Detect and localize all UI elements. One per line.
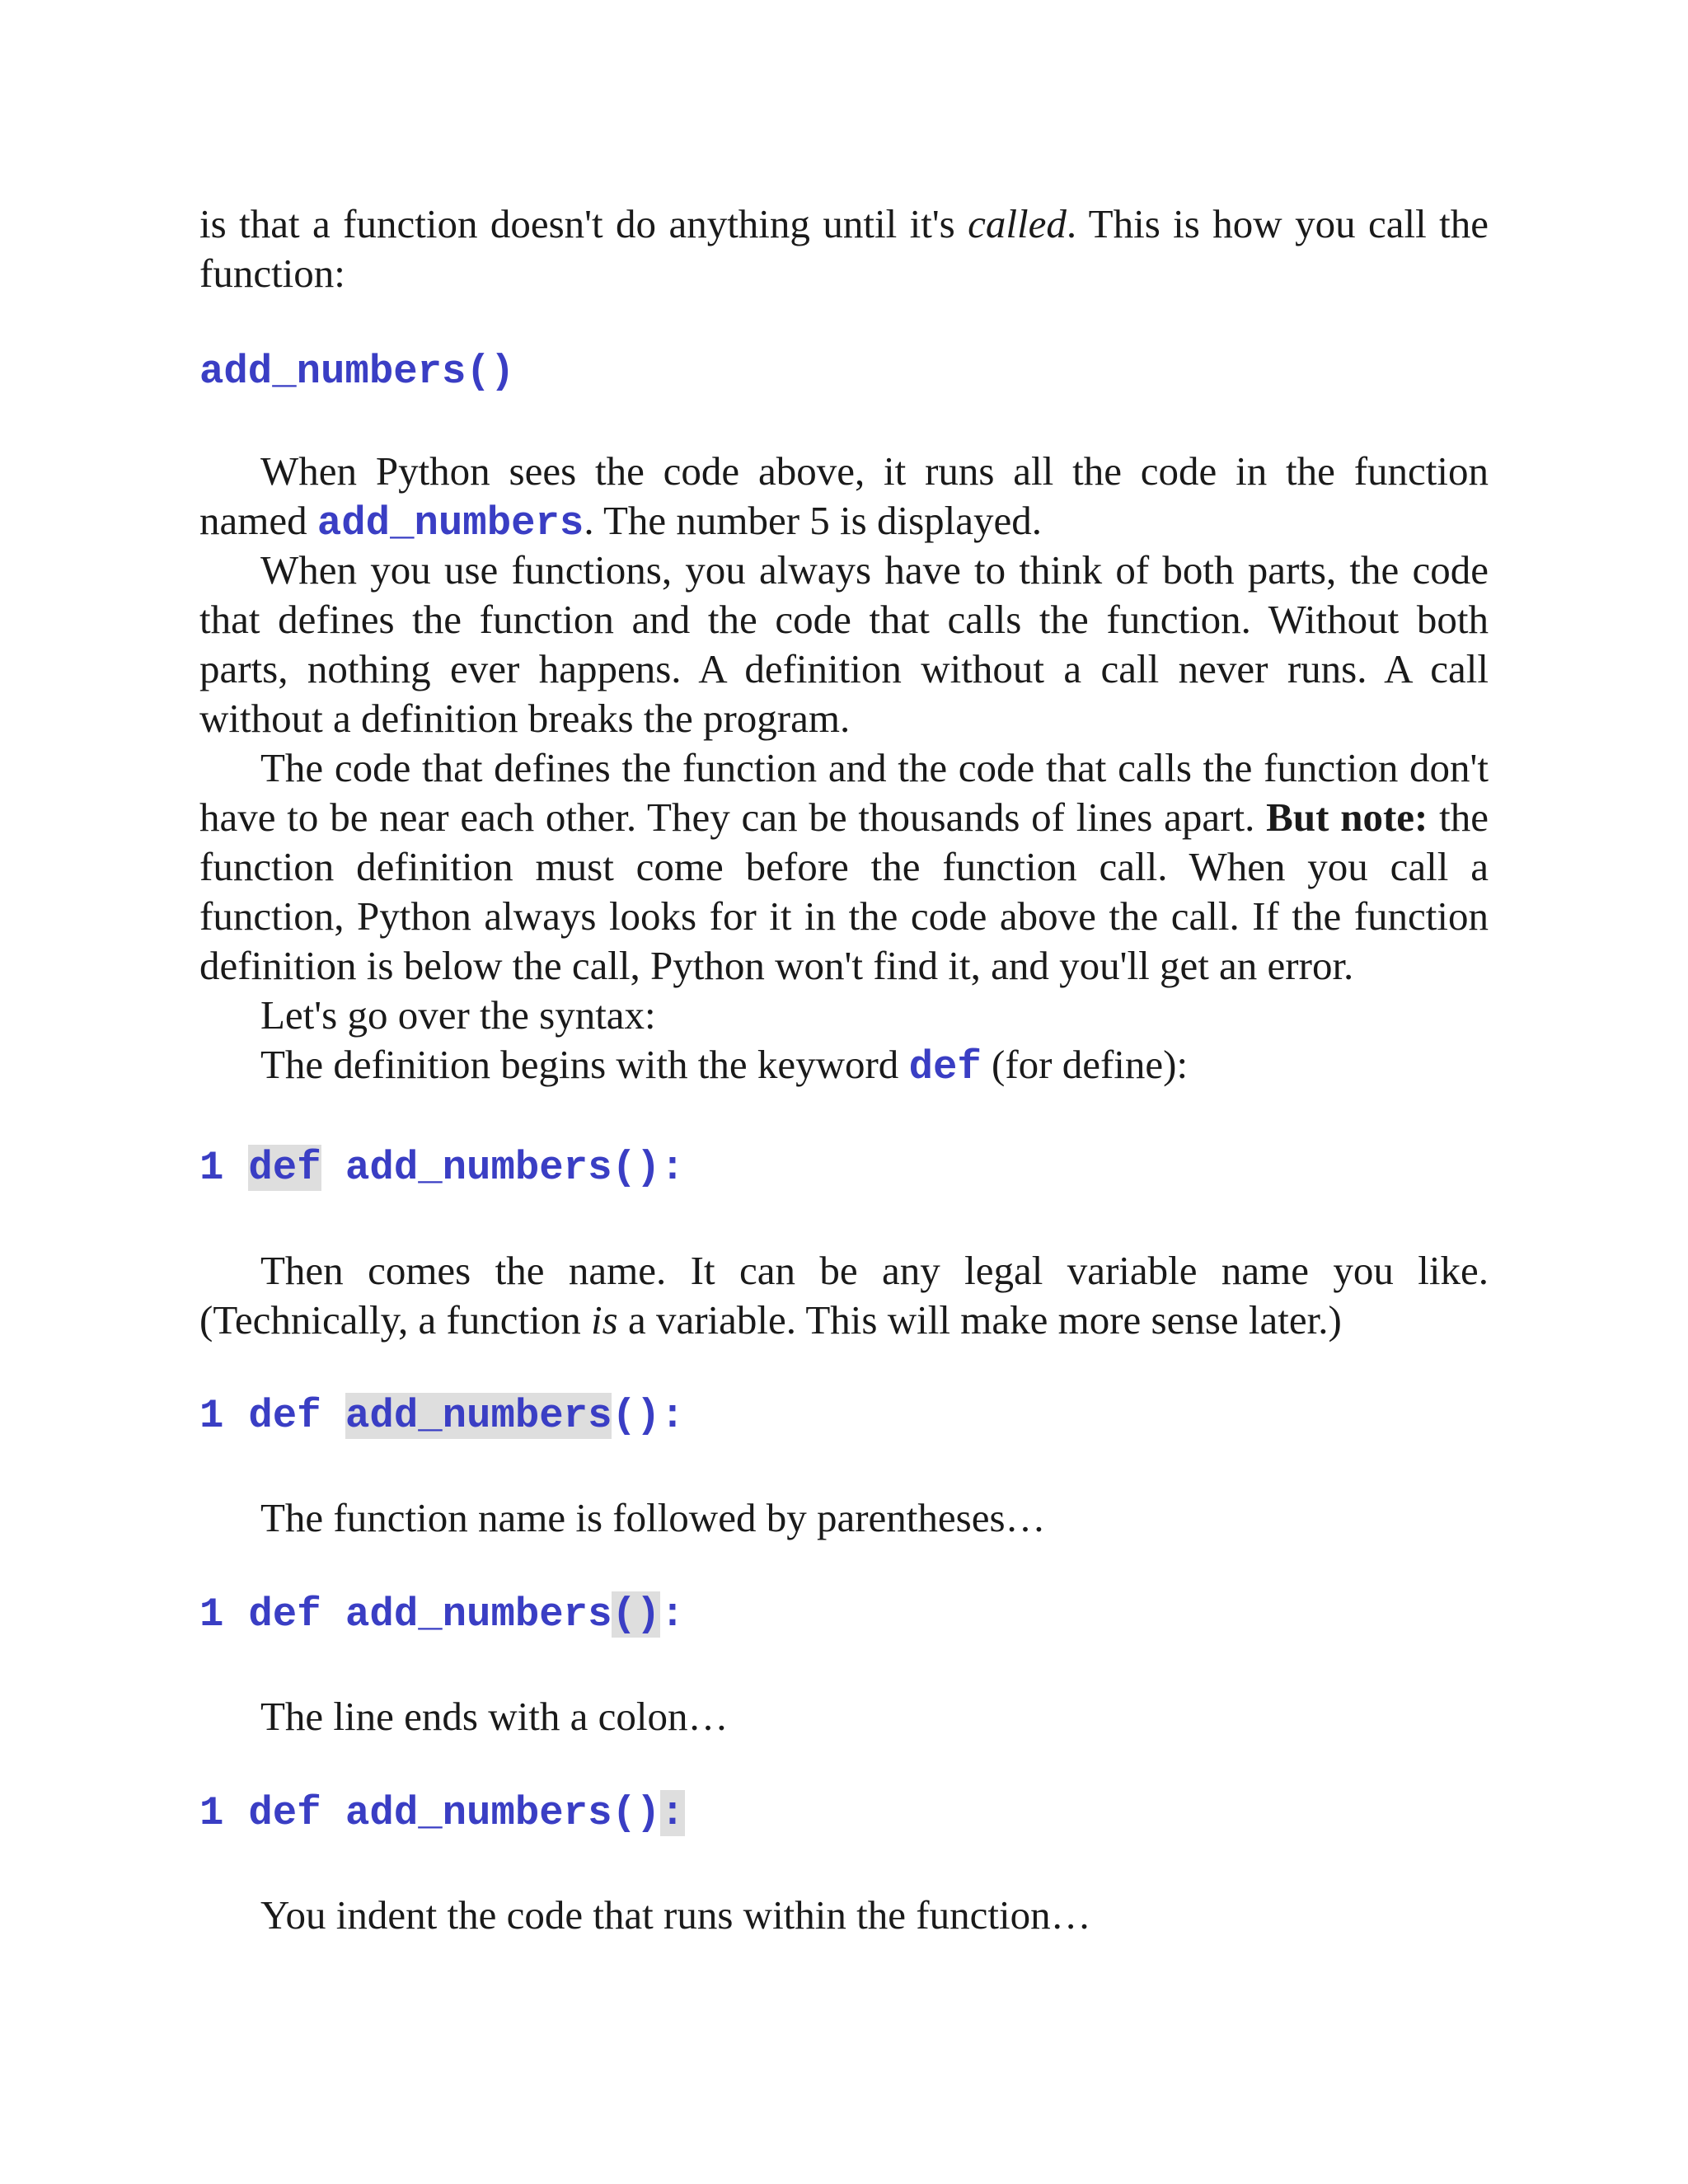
code-parens: () [612, 1393, 661, 1439]
text-span: . The number 5 is displayed. [584, 498, 1043, 543]
code-keyword: def [248, 1591, 321, 1638]
code-call [199, 346, 514, 397]
text-span: a variable. This will make more sense later.) [617, 1297, 1342, 1343]
line-number: 1 [199, 1393, 224, 1439]
code-parens: () [612, 1790, 661, 1836]
paragraph-indent: You indent the code that runs within the function… [260, 1892, 1091, 1938]
code-parens: () [612, 1145, 661, 1191]
code-keyword: def [248, 1393, 321, 1439]
code-colon: : [660, 1145, 685, 1191]
text-span: is that a function doesn't do anything until it's [199, 201, 968, 246]
code-function-name: add_numbers [345, 1393, 612, 1439]
code-line-name-highlight [199, 1390, 685, 1441]
paragraph-when-python [199, 447, 1489, 548]
code-function-name: add_numbers [345, 1145, 612, 1191]
code-parens: () [612, 1591, 661, 1638]
code-colon: : [660, 1393, 685, 1439]
paragraph-both-parts: When you use functions, you always have to think of both parts, the code that defines the function and the code that calls the function. Without both parts, nothing ever happens. A definition without a call never runs. A call without a definition breaks the program. [199, 547, 1489, 741]
code-colon: : [660, 1591, 685, 1638]
paragraph-name [199, 1246, 1489, 1345]
code-function-name: add_numbers [345, 1591, 612, 1638]
emphasis-called: called [968, 201, 1067, 246]
text-span: When Python sees the code above, it runs all the code in the function named [199, 448, 1489, 543]
code-keyword: def [248, 1790, 321, 1836]
inline-code: def [908, 1044, 982, 1090]
emphasis-is: is [591, 1297, 618, 1343]
code-function-name: add_numbers [345, 1790, 612, 1836]
paragraph-syntax: Let's go over the syntax: [260, 992, 656, 1038]
line-number: 1 [199, 1591, 224, 1638]
paragraph-colon: The line ends with a colon… [260, 1694, 729, 1739]
code-colon: : [660, 1790, 685, 1836]
text-span: The definition begins with the keyword [260, 1042, 909, 1087]
paragraph-def [199, 1040, 1489, 1092]
line-number: 1 [199, 1145, 224, 1191]
code-text: add_numbers() [199, 349, 515, 395]
bold-note: But note: [1266, 794, 1428, 840]
paragraph-intro [199, 199, 1489, 298]
text-span: The code that defines the function and the code that calls the function don't have to be near each other. They can be thousands of lines apart. [199, 745, 1489, 840]
code-line-colon-highlight [199, 1788, 685, 1839]
code-line-parens-highlight [199, 1589, 685, 1640]
line-number: 1 [199, 1790, 224, 1836]
inline-code: add_numbers [316, 500, 584, 546]
code-line-def-highlight [199, 1142, 685, 1193]
text-span: . This is how you call the function: [199, 201, 1489, 296]
paragraph-near [199, 743, 1489, 991]
text-span: Then comes the name. It can be any legal variable name you like. (Technically, a function [199, 1248, 1489, 1343]
text-span: (for define): [981, 1042, 1189, 1087]
text-span: the function definition must come before the function call. When you call a function, Python always looks for it in the code above the call. If the function definition is below the call, Python won't find it, and you'll get an error. [199, 794, 1489, 988]
paragraph-parens: The function name is followed by parentheses… [260, 1495, 1046, 1540]
code-keyword: def [248, 1145, 321, 1191]
